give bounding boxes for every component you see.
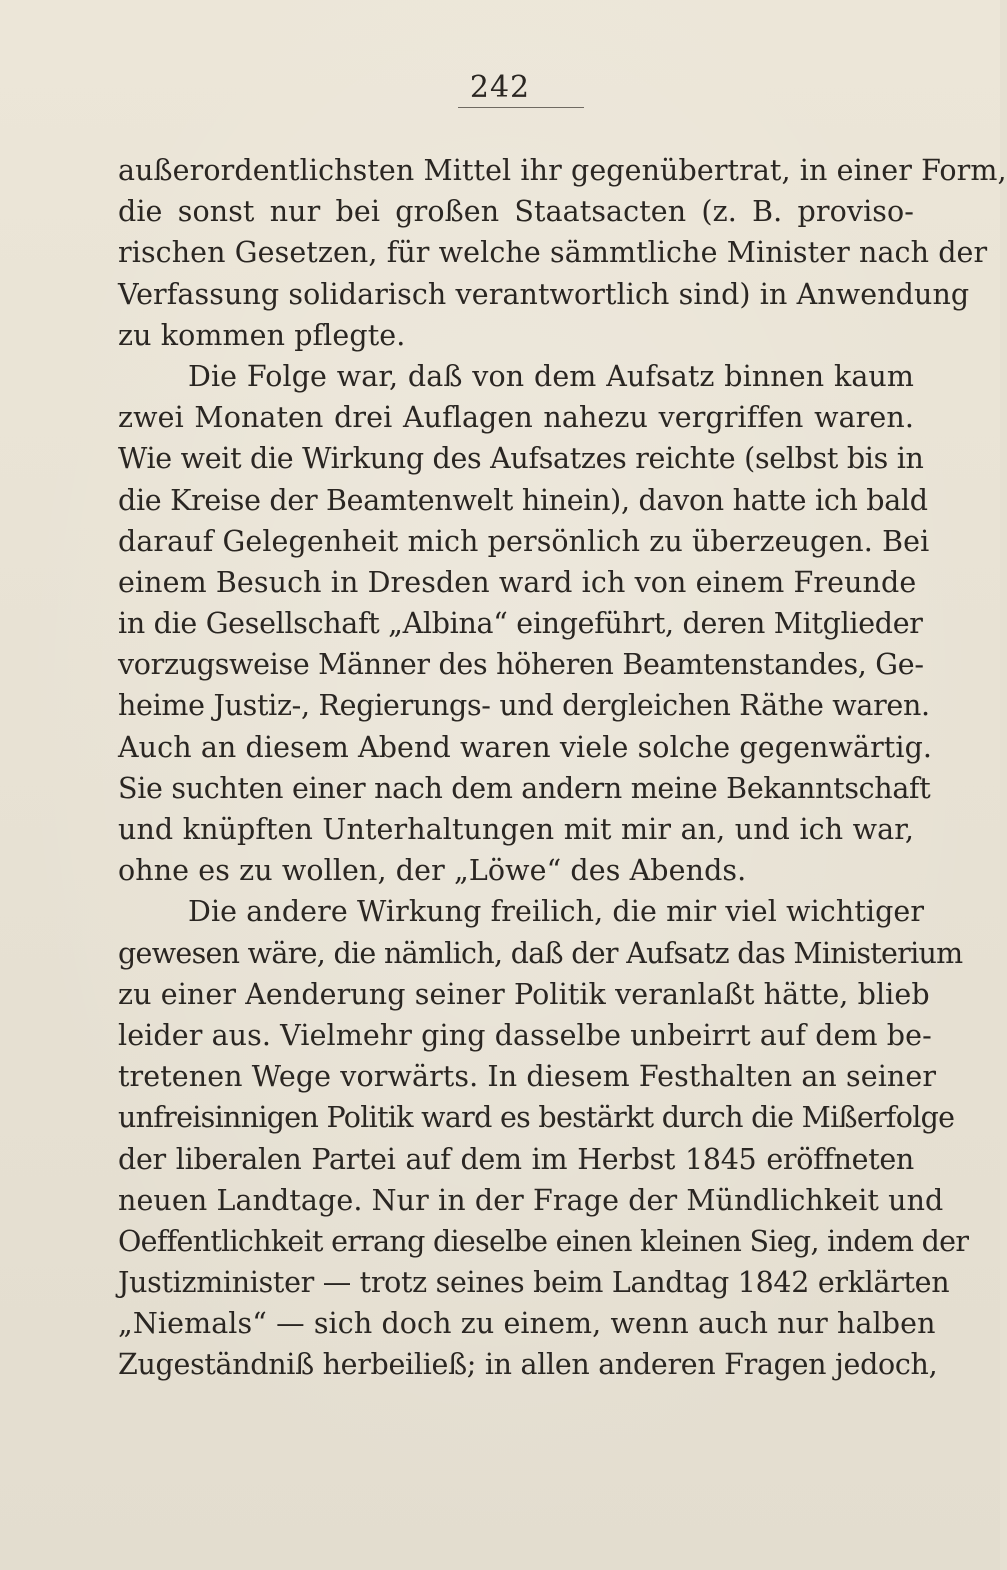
text-line: Auch an diesem Abend waren viele solche gegenwärtig.: [118, 730, 933, 764]
text-line: und knüpften Unterhaltungen mit mir an, und ich war,: [118, 813, 914, 846]
text-line: Wie weit die Wirkung des Aufsatzes reichte (selbst bis in: [118, 442, 924, 476]
text-line: neuen Landtage. Nur in der Frage der Mündlichkeit und: [118, 1183, 944, 1217]
text-line: leider aus. Vielmehr ging dasselbe unbeirrt auf dem be-: [118, 1018, 932, 1052]
text-line: der liberalen Partei auf dem im Herbst 1845 eröffneten: [118, 1142, 914, 1176]
text-line: „Niemals“ — sich doch zu einem, wenn auch nur halben: [118, 1307, 936, 1341]
paragraph-start-line: Die Folge war, daß von dem Aufsatz binnen kaum: [188, 359, 914, 393]
text-line: Oeffentlichkeit errang dieselbe einen kleinen Sieg, indem der: [118, 1224, 969, 1258]
text-line: Zugeständniß herbeiließ; in allen anderen Fragen jedoch,: [118, 1348, 938, 1382]
text-line: darauf Gelegenheit mich persönlich zu überzeugen. Bei: [118, 524, 930, 558]
body-text: [118, 150, 1007, 1386]
page-number: 242: [469, 70, 531, 105]
text-line: in die Gesellschaft „Albina“ eingeführt, deren Mitglieder: [118, 607, 923, 641]
text-line: unfreisinnigen Politik ward es bestärkt durch die Mißerfolge: [118, 1101, 955, 1135]
text-line: außerordentlichsten Mittel ihr gegenübertrat, in einer Form,: [118, 154, 1007, 187]
text-line: einem Besuch in Dresden ward ich von einem Freunde: [118, 565, 917, 599]
text-line: tretenen Wege vorwärts. In diesem Festhalten an seiner: [118, 1060, 937, 1094]
text-line: die sonst nur bei großen Staatsacten (z. B. proviso-: [118, 195, 914, 229]
text-line: vorzugsweise Männer des höheren Beamtenstandes, Ge-: [118, 648, 924, 682]
text-line: Sie suchten einer nach dem andern meine Bekanntschaft: [118, 771, 931, 805]
text-line: zwei Monaten drei Auflagen nahezu vergriffen waren.: [118, 401, 914, 435]
text-line: zu einer Aenderung seiner Politik veranlaßt hätte, blieb: [118, 977, 930, 1011]
text-line: Justizminister — trotz seines beim Landtag 1842 erklärten: [118, 1266, 950, 1300]
text-line: Verfassung solidarisch verantwortlich sind) in Anwendung: [118, 277, 970, 311]
paragraph-start-line: Die andere Wirkung freilich, die mir viel wichtiger: [188, 895, 925, 929]
text-line: ohne es zu wollen, der „Löwe“ des Abends.: [118, 854, 747, 888]
text-line: zu kommen pflegte.: [118, 318, 406, 352]
text-line: gewesen wäre, die nämlich, daß der Aufsatz das Ministerium: [118, 936, 963, 970]
text-line: heime Justiz-, Regierungs- und dergleichen Räthe waren.: [118, 689, 930, 723]
header-rule: [458, 107, 584, 108]
text-line: die Kreise der Beamtenwelt hinein), davon hatte ich bald: [118, 483, 928, 517]
text-line: rischen Gesetzen, für welche sämmtliche Minister nach der: [118, 236, 988, 270]
